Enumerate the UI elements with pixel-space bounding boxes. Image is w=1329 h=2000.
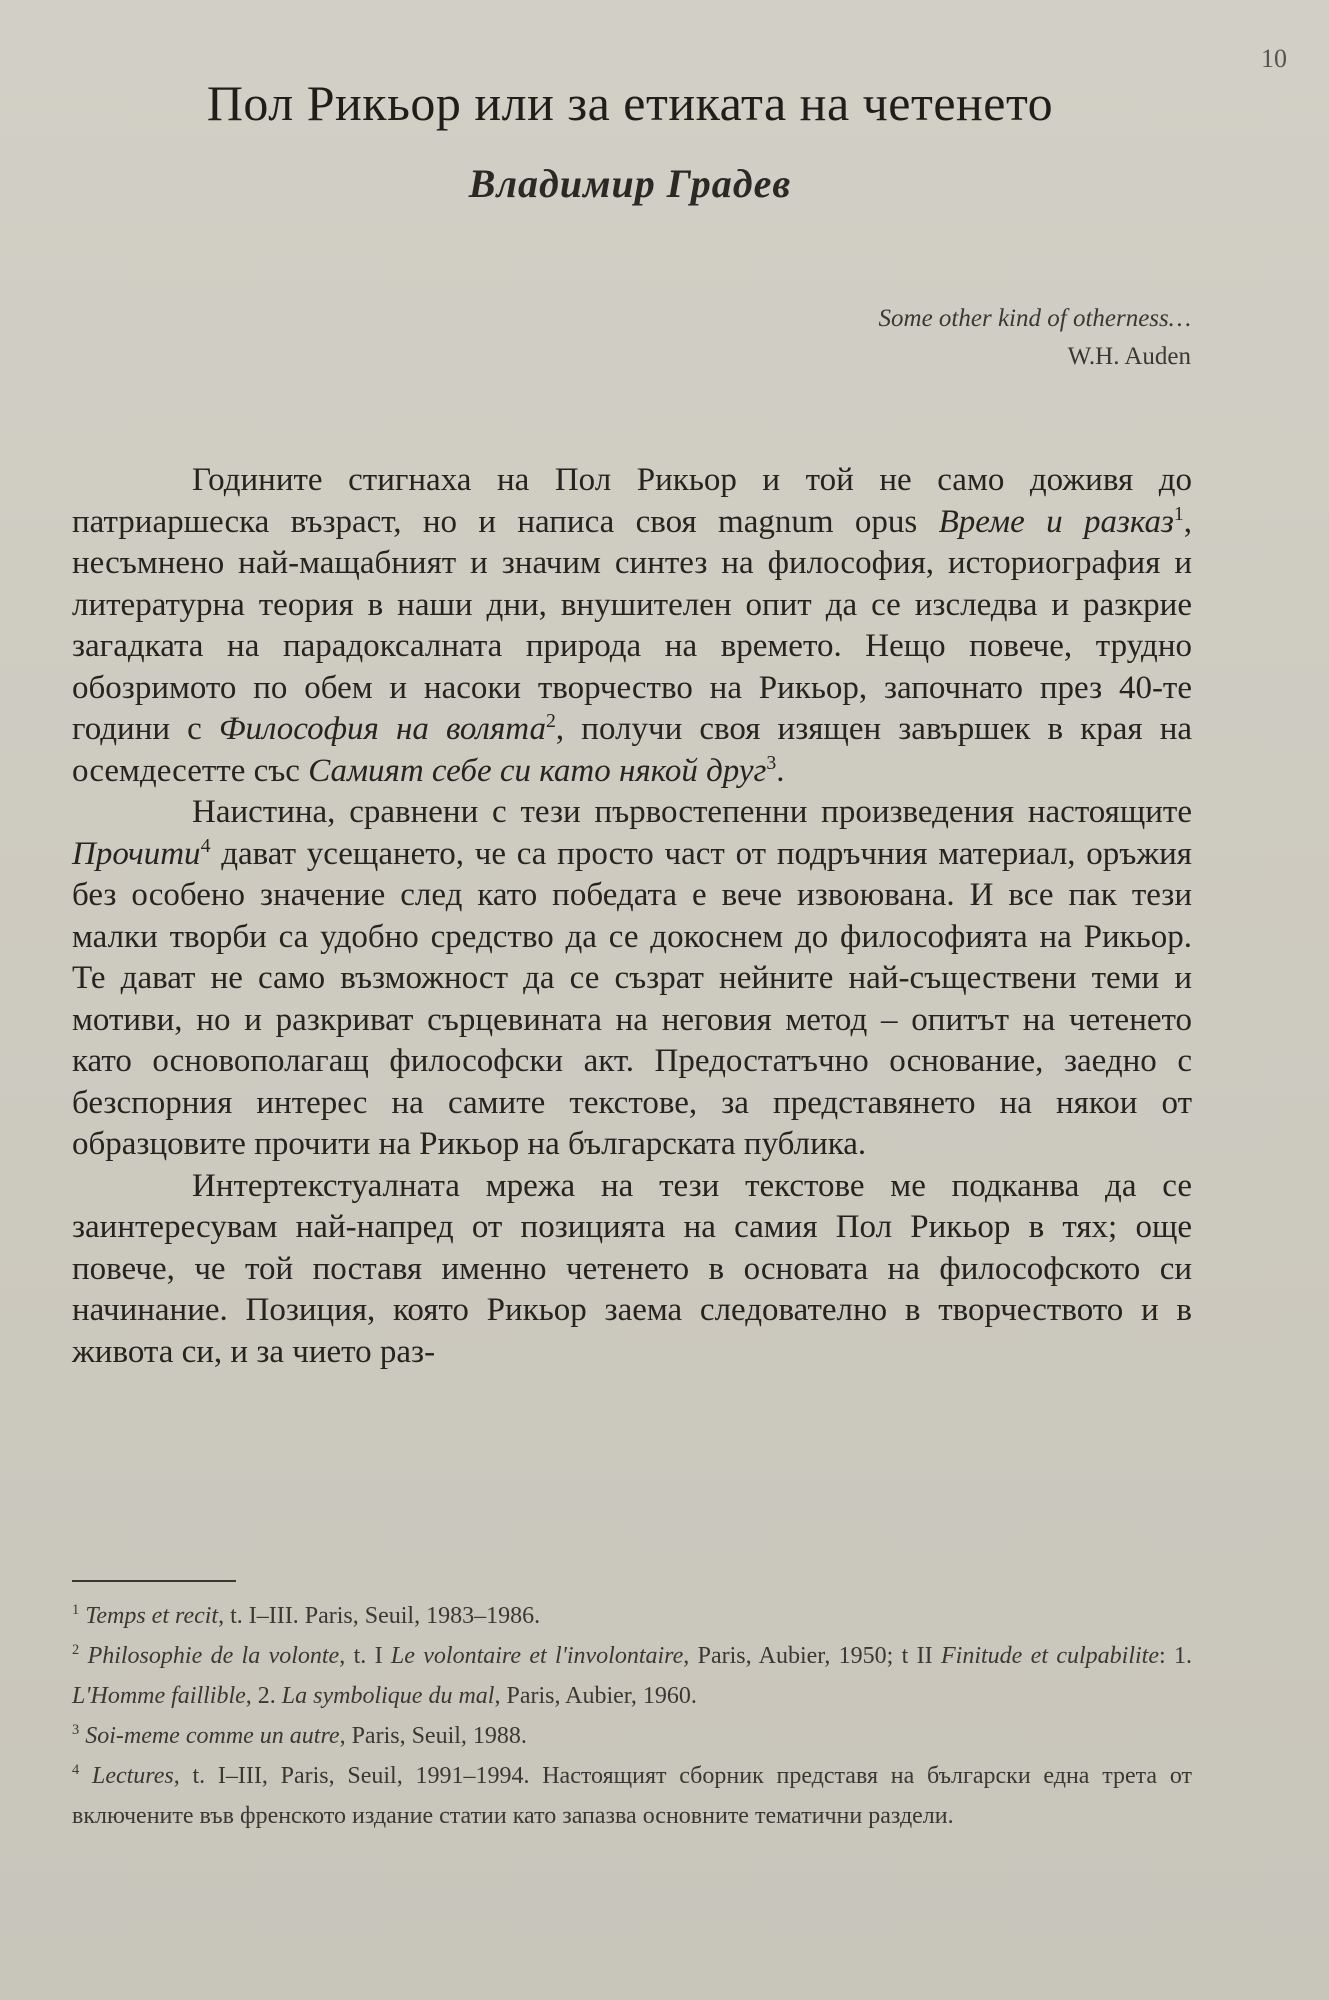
epigraph xyxy=(879,300,1191,376)
footnotes xyxy=(72,1596,1192,1836)
footnote-ref-2: 2 xyxy=(546,710,556,732)
footnote-number: 1 xyxy=(72,1602,80,1618)
footnote-title: Temps et recit xyxy=(85,1603,219,1629)
footnote-title: Finitude et culpabilite xyxy=(941,1643,1159,1669)
paragraph-3 xyxy=(72,1166,1192,1374)
epigraph-quote: Some other kind of otherness… xyxy=(878,305,1191,332)
footnote-title: L'Homme faillible xyxy=(72,1683,246,1709)
text-segment: , получи своя изящен завършек в края на осемдесетте със xyxy=(72,711,1192,789)
page-number: 10 xyxy=(1261,44,1287,73)
book-title-time-and-narrative: Време и разказ xyxy=(938,503,1174,540)
footnote-text: , t. I–III, Paris, Seuil, 1991–1994. Настоящият сборник представя на български една трета от включените във френското издание статии като запазва основните тематични раздели. xyxy=(72,1763,1193,1829)
body-text xyxy=(72,460,1192,1373)
footnote-title: Philosophie de la volonte xyxy=(87,1643,340,1669)
book-title-oneself-as-another: Самият себе си като някой друг xyxy=(308,752,767,789)
footnote-number: 2 xyxy=(72,1642,80,1658)
footnote-number: 3 xyxy=(72,1722,80,1738)
paragraph-2 xyxy=(72,792,1192,1166)
footnote-title: Lectures xyxy=(91,1763,174,1789)
footnote-text: , Paris, Aubier, 1960. xyxy=(494,1683,697,1709)
footnote-ref-3: 3 xyxy=(766,751,777,774)
footnote-3 xyxy=(72,1716,1192,1756)
footnote-text: , Paris, Aubier, 1950; t II xyxy=(683,1643,942,1669)
text-segment: Наистина, сравнени с тези първостепенни произведения настоящите xyxy=(192,794,1192,830)
footnote-divider xyxy=(72,1580,236,1582)
text-segment: . xyxy=(776,752,785,789)
footnote-1 xyxy=(72,1596,1192,1636)
footnote-number: 4 xyxy=(72,1762,80,1778)
paragraph-1 xyxy=(72,460,1192,792)
text-segment: дават усещането, че са просто част от подръчния материал, оръжия без особено значение след като победата е вече извоювана. И все пак тези малки творби са удобно средство да се докоснем до философията на Рикьор. Те дават не само възможност да се съзрат нейните най-съществени теми и мотиви, но и разкриват сърцевината на неговия метод – опитът на четенето като основополагащ философски акт. Предостатъчно основание, заедно с безспорния интерес на самите текстове, за представянето на някои от образцовите прочити на Рикьор на българската публика. xyxy=(72,835,1192,1162)
footnote-text: : 1. xyxy=(1159,1643,1193,1669)
footnote-4 xyxy=(72,1756,1192,1836)
book-title-lectures: Прочити xyxy=(72,835,201,872)
text-segment: Годините стигнаха на Пол Рикьор и той не само доживя до патриаршеска възраст, но и написа своя magnum opus xyxy=(72,462,1192,540)
footnote-text: , t. I–III. Paris, Seuil, 1983–1986. xyxy=(218,1603,541,1629)
footnote-2 xyxy=(72,1636,1192,1716)
text-segment: , несъмнено най-мащабният и значим синтез на философия, историография и литературна теория в наши дни, внушителен опит да се изследва и разкрие загадката на парадоксалната природа на времето. Нещо повече, трудно обозримото по обем и насоки творчество на Рикьор, започнато през 40-те години с xyxy=(72,503,1192,747)
footnote-title: Soi-meme comme un autre xyxy=(85,1723,340,1749)
epigraph-attribution: W.H. Auden xyxy=(1067,343,1191,370)
footnote-text: , 2. xyxy=(245,1683,282,1709)
text-segment: Интертекстуалната мрежа на тези текстове ме подканва да се заинтересувам най-напред от позицията на самия Пол Рикьор в тях; още повече, че той поставя именно четенето в основата на философското си начинание. Позиция, която Рикьор заема следователно в творчеството и в живота си, и за чието раз- xyxy=(72,1167,1192,1370)
footnote-title: Le volontaire et l'involontaire xyxy=(390,1643,684,1669)
footnote-ref-1: 1 xyxy=(1173,502,1184,525)
author-name: Владимир Градев xyxy=(468,161,792,206)
book-title-philosophy-of-will: Философия на волята xyxy=(218,711,547,747)
footnote-title: La symbolique du mal xyxy=(281,1683,495,1709)
footnote-text: , Paris, Seuil, 1988. xyxy=(339,1723,527,1749)
footnote-text: , t. I xyxy=(339,1643,391,1669)
page-title: Пол Рикьор или за етиката на четенето xyxy=(206,75,1054,131)
footnote-ref-4: 4 xyxy=(200,834,211,857)
